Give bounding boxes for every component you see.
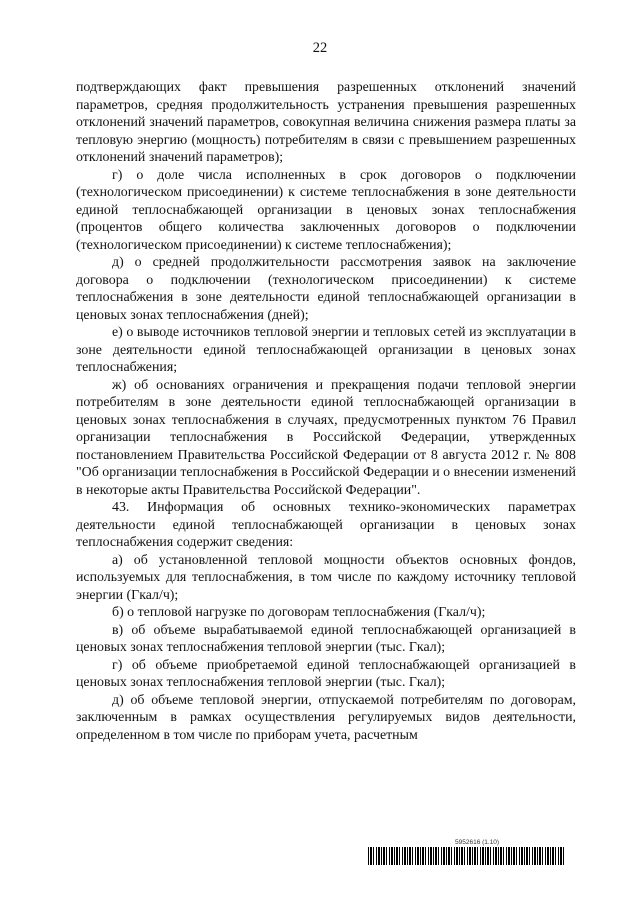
paragraph-continuation: подтверждающих факт превышения разрешенных отклонений значений параметров, средняя продолжительность устранения превышения разрешенных отклонений значений параметров, совокупная величина снижения размера платы за тепловую энергию (мощность) потребителям в связи с превышением разрешенных отклонений значений параметров); (76, 80, 576, 165)
paragraph-item-g2: г) об объеме приобретаемой единой теплоснабжающей организацией в ценовых зонах теплоснабжения тепловой энергии (тыс. Гкал); (76, 657, 576, 690)
paragraph-item-b: б) о тепловой нагрузке по договорам теплоснабжения (Гкал/ч); (112, 605, 486, 620)
paragraph-item-d2: д) об объеме тепловой энергии, отпускаемой потребителям по договорам, заключенным в рамках осуществления регулируемых видов деятельности, определенном в том числе по приборам учета, расчетным (76, 692, 576, 743)
barcode-icon (368, 847, 564, 865)
paragraph-item-a: а) об установленной тепловой мощности объектов основных фондов, используемых для теплоснабжения, в том числе по каждому источнику тепловой энергии (Гкал/ч); (76, 552, 576, 603)
paragraph-clause-43: 43. Информация об основных технико-экономических параметрах деятельности единой теплоснабжающей организации в ценовых зонах теплоснабжения содержит сведения: (76, 500, 576, 550)
document-body (76, 79, 576, 744)
barcode-number: 5952616 (1.10) (455, 839, 500, 846)
paragraph-item-g: г) о доле числа исполненных в срок договоров о подключении (технологическом присоединении) к системе теплоснабжения в зоне деятельности единой теплоснабжающей организации в ценовых зонах теплоснабжения (процентов общего количества заключенных договоров о подключении (технологическом присоединении) к системе теплоснабжения); (76, 167, 576, 253)
paragraph-item-e: е) о выводе источников тепловой энергии и тепловых сетей из эксплуатации в зоне деятельности единой теплоснабжающей организации в ценовых зонах теплоснабжения; (76, 325, 576, 375)
paragraph-item-d: д) о средней продолжительности рассмотрения заявок на заключение договора о подключении (технологическом присоединении) к системе теплоснабжения в зоне деятельности единой теплоснабжающей организации в ценовых зонах теплоснабжения (дней); (76, 255, 576, 323)
paragraph-item-zh: ж) об основаниях ограничения и прекращения подачи тепловой энергии потребителям в зоне деятельности единой теплоснабжающей организации в ценовых зонах теплоснабжения в случаях, предусмотренных пунктом 76 Правил организации теплоснабжения в Российской Федерации, утвержденных постановлением Правительства Российской Федерации от 8 августа 2012 г. № 808 "Об организации теплоснабжения в Российской Федерации и о внесении изменений в некоторые акты Правительства Российской Федерации". (76, 377, 576, 498)
paragraph-item-v: в) об объеме вырабатываемой единой теплоснабжающей организацией в ценовых зонах теплоснабжения тепловой энергии (тыс. Гкал); (76, 622, 576, 655)
page-number: 22 (312, 40, 328, 56)
